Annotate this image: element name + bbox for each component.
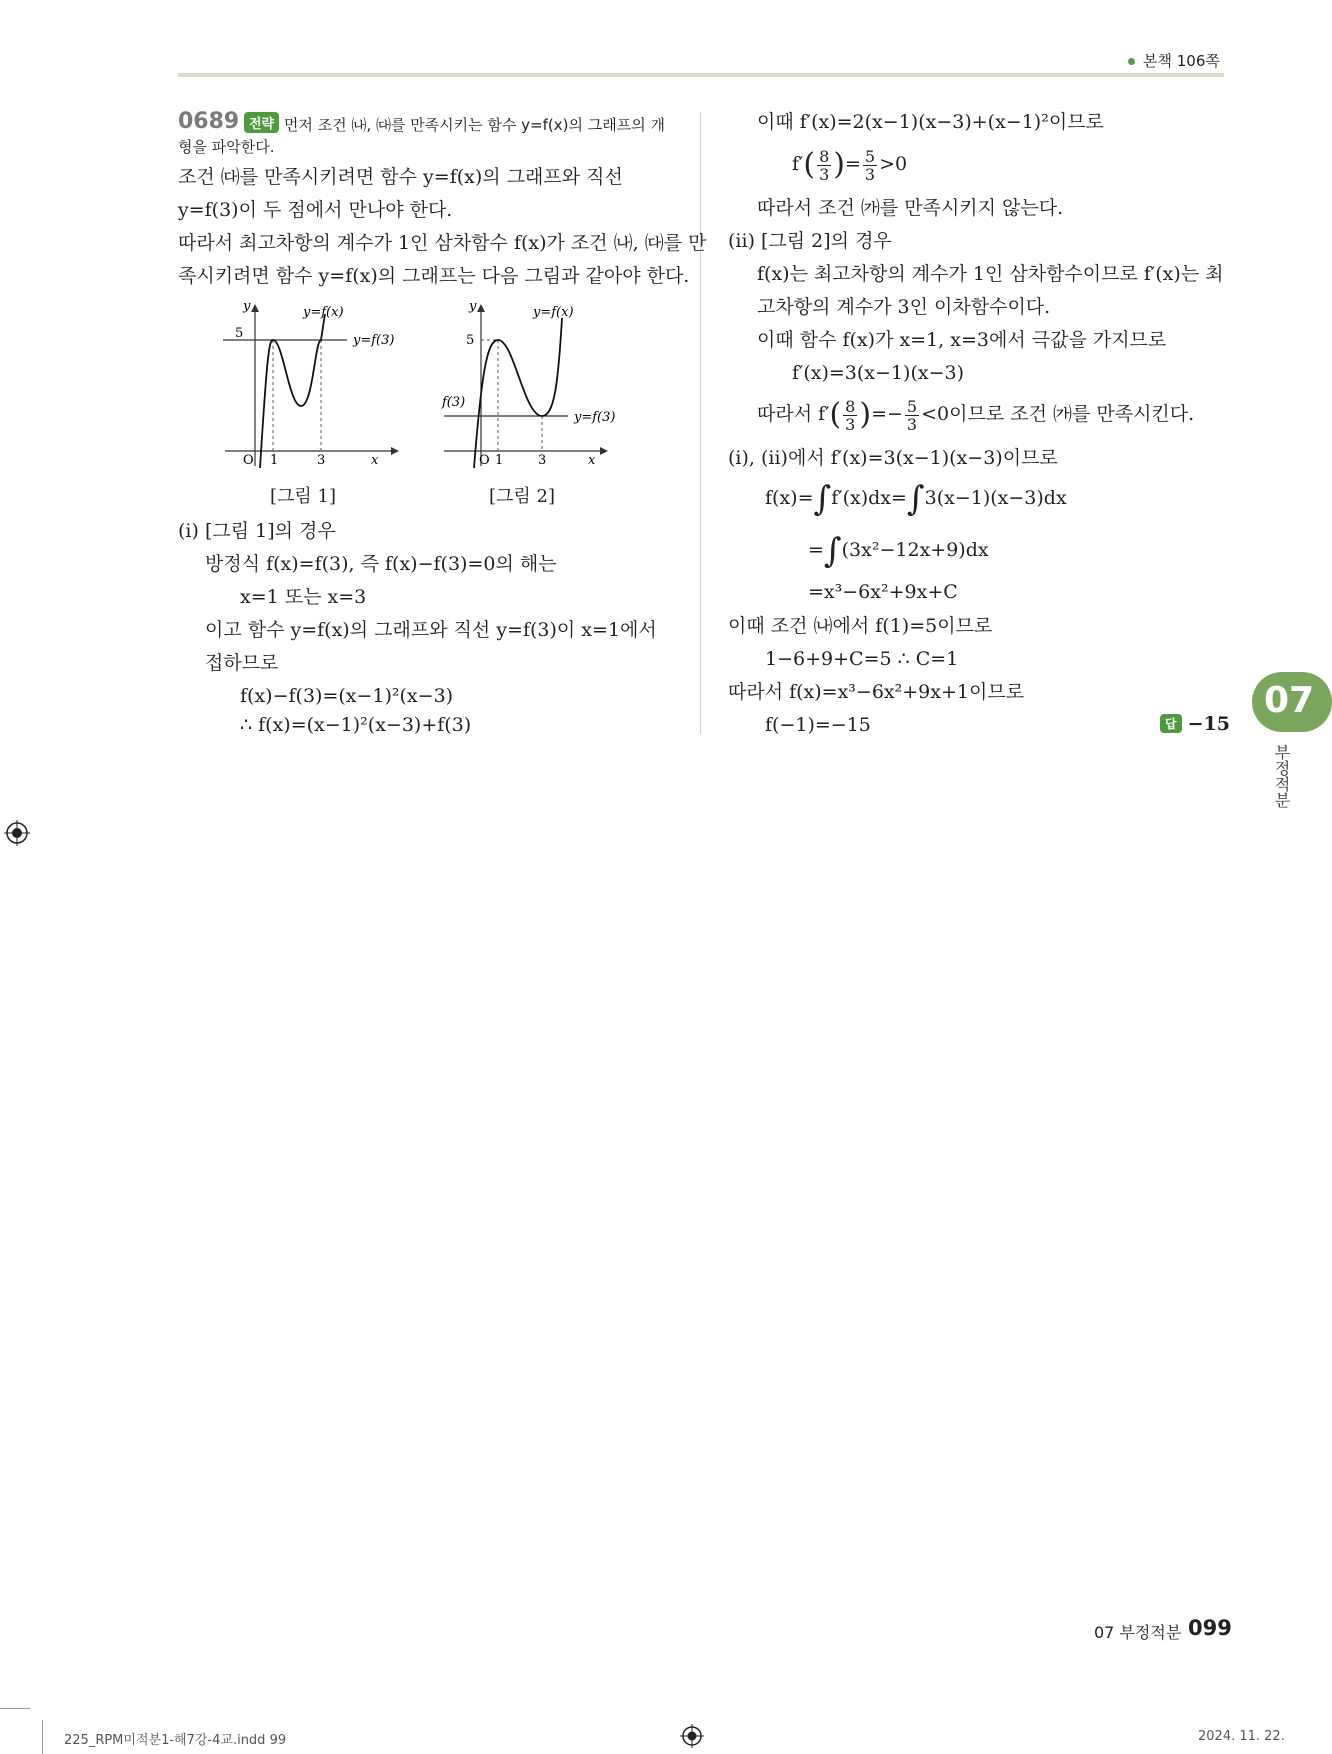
answer: [1160, 713, 1230, 735]
equation-line: =x³−6x²+9x+C: [808, 581, 958, 603]
footer-filename: 225_RPM미적분1-해7강-4교.indd 99: [64, 1733, 287, 1748]
registration-mark-icon: [680, 1724, 704, 1748]
paren-open: (: [803, 147, 816, 182]
line-label: y=f(3): [574, 410, 616, 425]
equals: =: [844, 153, 861, 175]
answer-badge: 답: [1160, 714, 1182, 733]
equation-line: 1−6+9+C=5 ∴ C=1: [765, 648, 959, 670]
numerator: 8: [845, 396, 856, 416]
equation-line: ∴ f(x)=(x−1)²(x−3)+f(3): [240, 714, 472, 736]
equation-line: f(−1)=−15: [765, 714, 871, 736]
text: (3x²−12x+9)dx: [841, 539, 989, 561]
body-line: 이고 함수 y=f(x)의 그래프와 직선 y=f(3)이 x=1에서: [205, 619, 657, 641]
numerator: 5: [864, 146, 876, 166]
body-line: 조건 ㈐를 만족시키려면 함수 y=f(x)의 그래프와 직선: [178, 166, 623, 188]
tick-1: 1: [270, 453, 279, 468]
integral-line-1: [765, 476, 1067, 520]
strategy-line-2: 형을 파악한다.: [178, 138, 275, 156]
tick-3: 3: [317, 453, 326, 468]
chapter-tab-label: 부정적분: [1272, 744, 1291, 808]
crop-mark: [0, 1708, 30, 1709]
text: f′(x)dx=: [831, 487, 907, 509]
paren-close: ): [833, 147, 845, 182]
equation-fprime-8-3: [792, 140, 907, 189]
numerator: 8: [819, 146, 830, 166]
fraction-5-3: [905, 398, 919, 433]
figure-1-caption: [그림 1]: [270, 486, 336, 507]
integral-line-2: [808, 528, 989, 572]
chapter-tab-number: 07: [1264, 680, 1315, 721]
case-2-heading: (ii) [그림 2]의 경우: [728, 230, 892, 252]
case-1-heading: (i) [그림 1]의 경우: [178, 520, 336, 542]
answer-value: −15: [1187, 713, 1231, 735]
body-line: 이때 함수 f(x)가 x=1, x=3에서 극값을 가지므로: [757, 329, 1167, 351]
equation-line: f′(x)=3(x−1)(x−3): [792, 362, 964, 384]
equation-fprime-check: [757, 390, 1194, 439]
figure-2-caption: [그림 2]: [489, 486, 555, 507]
equals: =−: [871, 403, 903, 425]
denominator: 3: [864, 164, 876, 184]
body-line: 따라서 조건 ㈎를 만족시키지 않는다.: [757, 197, 1064, 219]
y-axis-arrow-icon: [477, 304, 485, 312]
paren-open: (: [829, 397, 842, 432]
body-line: 따라서 최고차항의 계수가 1인 삼차함수 f(x)가 조건 ㈏, ㈐를 만: [178, 232, 707, 254]
cubic-curve: [260, 314, 325, 468]
integral-sign-icon: ∫: [813, 479, 832, 519]
header-reference: [1128, 50, 1220, 71]
equation-line: f(x)−f(3)=(x−1)²(x−3): [240, 685, 454, 707]
body-line: 족시키려면 함수 y=f(x)의 그래프는 다음 그림과 같아야 한다.: [178, 265, 690, 287]
fraction-8-3: [817, 148, 831, 183]
column-divider: [700, 112, 701, 734]
denominator: 3: [906, 414, 918, 434]
x-label: x: [588, 453, 596, 468]
equation-line: x=1 또는 x=3: [240, 586, 367, 608]
tick-5: 5: [466, 333, 475, 348]
fraction-8-3: [843, 398, 857, 433]
body-line: y=f(3)이 두 점에서 만나야 한다.: [178, 199, 453, 221]
text: =: [808, 539, 824, 561]
figure-2: [438, 296, 648, 476]
origin-label: O: [479, 453, 490, 468]
body-line: 따라서 f(x)=x³−6x²+9x+1이므로: [728, 681, 1025, 703]
denominator: 3: [819, 164, 830, 184]
header-ref-text: 본책 106쪽: [1143, 52, 1220, 70]
tick-5: 5: [235, 326, 244, 341]
x-axis-arrow-icon: [600, 447, 608, 455]
numerator: 5: [906, 396, 918, 416]
body-line: 이때 f′(x)=2(x−1)(x−3)+(x−1)²이므로: [757, 111, 1104, 133]
origin-label: O: [243, 453, 254, 468]
curve-label: y=f(x): [533, 305, 574, 320]
registration-mark-icon: [4, 820, 30, 846]
fraction-5-3: [863, 148, 877, 183]
problem-number: 0689: [178, 109, 240, 134]
strategy-badge: 전략: [244, 112, 279, 133]
chapter-side-tab: [1252, 672, 1332, 732]
integral-sign-icon: ∫: [823, 531, 842, 571]
integral-sign-icon: ∫: [906, 479, 925, 519]
body-line: 이때 조건 ㈏에서 f(1)=5이므로: [728, 615, 993, 637]
body-line: (i), (ii)에서 f′(x)=3(x−1)(x−3)이므로: [728, 447, 1058, 469]
denominator: 3: [845, 414, 856, 434]
strategy-text-1: 먼저 조건 ㈏, ㈐를 만족시키는 함수 y=f(x)의 그래프의 개: [283, 116, 665, 134]
text: f(x)=: [765, 487, 814, 509]
body-line: f(x)는 최고차항의 계수가 1인 삼차함수이므로 f′(x)는 최: [757, 263, 1224, 285]
tick-1: 1: [495, 453, 504, 468]
y-label: y: [243, 299, 251, 314]
paren-close: ): [859, 397, 872, 432]
y-label: y: [469, 299, 477, 314]
tick-3: 3: [538, 453, 547, 468]
body-line: 접하므로: [205, 652, 279, 674]
text: 3(x−1)(x−3)dx: [924, 487, 1067, 509]
footer-page-number: 099: [1188, 1616, 1232, 1640]
y-axis-arrow-icon: [251, 304, 259, 312]
x-axis-arrow-icon: [391, 447, 399, 455]
line-label: y=f(3): [353, 333, 395, 348]
bullet-dot-icon: [1128, 58, 1135, 65]
footer-chapter: 07 부정적분: [1094, 1623, 1182, 1642]
strategy-line-1: [244, 112, 665, 135]
body-line: 고차항의 계수가 3인 이차함수이다.: [757, 296, 1051, 318]
fprime-symbol: f′: [792, 153, 804, 175]
text-prefix: 따라서 f′: [757, 403, 830, 425]
inequality: >0: [879, 153, 908, 175]
header-rule: [178, 73, 1224, 77]
f3-label: f(3): [442, 395, 466, 410]
x-label: x: [371, 453, 379, 468]
figure-1: [215, 296, 415, 476]
curve-label: y=f(x): [303, 305, 344, 320]
footer-date: 2024. 11. 22.: [1198, 1729, 1285, 1744]
body-line: 방정식 f(x)=f(3), 즉 f(x)−f(3)=0의 해는: [205, 553, 557, 575]
crop-mark: [42, 1720, 43, 1754]
text-suffix: <0이므로 조건 ㈎를 만족시킨다.: [921, 403, 1195, 425]
